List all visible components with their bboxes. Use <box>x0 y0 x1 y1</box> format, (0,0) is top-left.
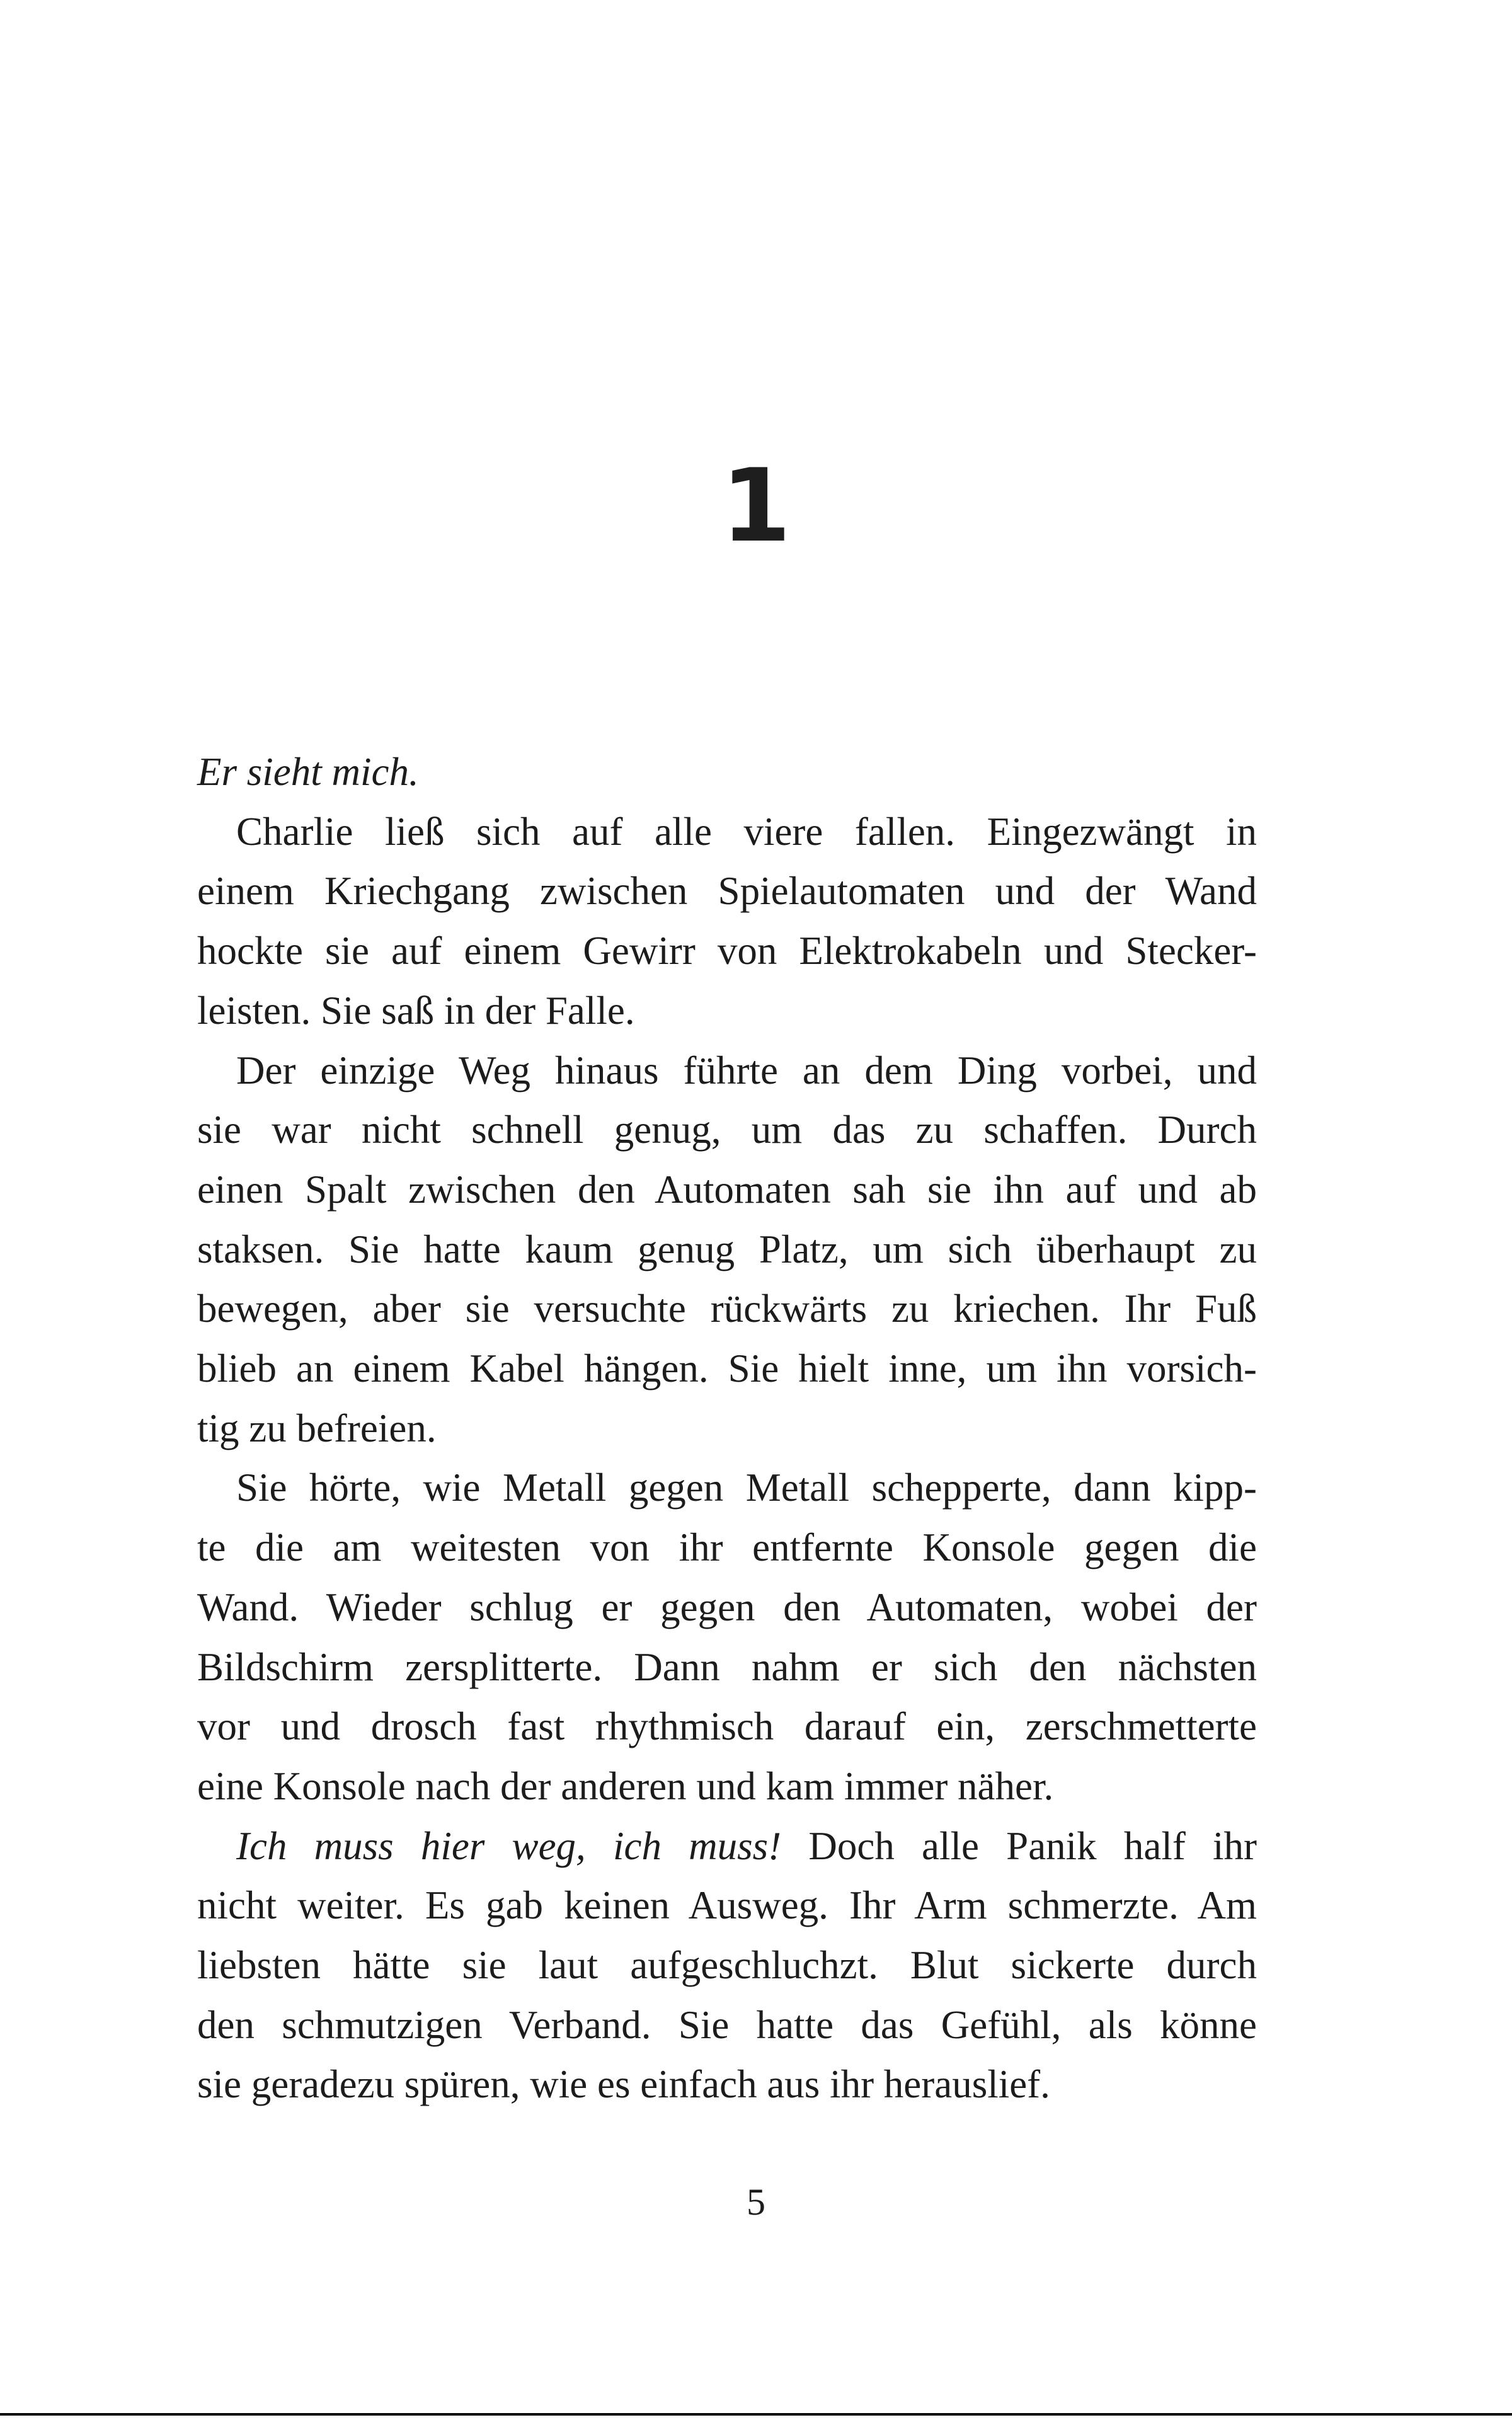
text-line <box>197 1757 1257 1816</box>
text-line <box>197 1697 1257 1757</box>
text-segment: den schmutzigen Verband. Sie hatte das Gefühl, als könne <box>197 2002 1257 2047</box>
chapter-number: 1 <box>721 447 791 565</box>
text-line <box>197 1995 1257 2055</box>
text-line <box>197 1578 1257 1637</box>
text-line <box>197 1458 1257 1518</box>
text-line <box>197 802 1257 862</box>
text-line <box>197 1100 1257 1160</box>
text-line <box>197 1339 1257 1399</box>
text-segment: Wand. Wieder schlug er gegen den Automaten, wobei der <box>197 1585 1257 1629</box>
text-line <box>197 1279 1257 1339</box>
text-line <box>197 1816 1257 1876</box>
text-line <box>197 1518 1257 1578</box>
text-segment: leisten. Sie saß in der Falle. <box>197 988 635 1033</box>
text-segment: einen Spalt zwischen den Automaten sah sie ihn auf und ab <box>197 1167 1257 1212</box>
text-segment: tig zu befreien. <box>197 1406 437 1450</box>
text-segment: eine Konsole nach der anderen und kam immer näher. <box>197 1763 1054 1808</box>
text-line <box>197 981 1257 1041</box>
text-segment: staksen. Sie hatte kaum genug Platz, um sich überhaupt zu <box>197 1227 1257 1271</box>
text-line <box>197 1637 1257 1697</box>
text-line <box>197 1160 1257 1220</box>
text-line <box>197 1041 1257 1101</box>
text-line <box>197 1399 1257 1459</box>
text-segment: bewegen, aber sie versuchte rückwärts zu kriechen. Ihr Fuß <box>197 1287 1257 1331</box>
text-segment: vor und drosch fast rhythmisch darauf ein, zerschmetterte <box>197 1704 1257 1749</box>
text-segment: blieb an einem Kabel hängen. Sie hielt inne, um ihn vorsich- <box>197 1346 1257 1391</box>
text-segment: einem Kriechgang zwischen Spielautomaten und der Wand <box>197 869 1257 914</box>
text-segment: Charlie ließ sich auf alle viere fallen. Eingezwängt in <box>236 809 1257 854</box>
text-line <box>197 921 1257 981</box>
text-segment: hockte sie auf einem Gewirr von Elektrokabeln und Stecker- <box>197 929 1257 973</box>
text-line <box>197 2055 1257 2114</box>
page-number: 5 <box>747 2181 765 2223</box>
text-line <box>197 742 1257 802</box>
text-segment: Doch alle Panik half ihr <box>781 1823 1257 1868</box>
text-line <box>197 1220 1257 1280</box>
text-segment: te die am weitesten von ihr entfernte Konsole gegen die <box>197 1525 1257 1570</box>
text-segment: Der einzige Weg hinaus führte an dem Ding vorbei, und <box>236 1048 1257 1092</box>
text-segment: sie geradezu spüren, wie es einfach aus ihr herauslief. <box>197 2062 1050 2107</box>
text-segment: liebsten hätte sie laut aufgeschluchzt. Blut sickerte durch <box>197 1943 1257 1988</box>
text-line <box>197 1876 1257 1935</box>
text-line <box>197 861 1257 921</box>
text-segment: Sie hörte, wie Metall gegen Metall schepperte, dann kipp- <box>236 1465 1257 1510</box>
text-segment: Bildschirm zersplitterte. Dann nahm er sich den nächsten <box>197 1644 1257 1689</box>
italic-text: Er sieht mich. <box>197 750 419 794</box>
italic-text: Ich muss hier weg, ich muss! <box>236 1823 782 1868</box>
text-segment: nicht weiter. Es gab keinen Ausweg. Ihr Arm schmerzte. Am <box>197 1883 1257 1928</box>
bottom-divider <box>0 2413 1512 2416</box>
text-segment: sie war nicht schnell genug, um das zu schaffen. Durch <box>197 1108 1257 1152</box>
text-line <box>197 1935 1257 1995</box>
body-text <box>197 742 1257 2114</box>
